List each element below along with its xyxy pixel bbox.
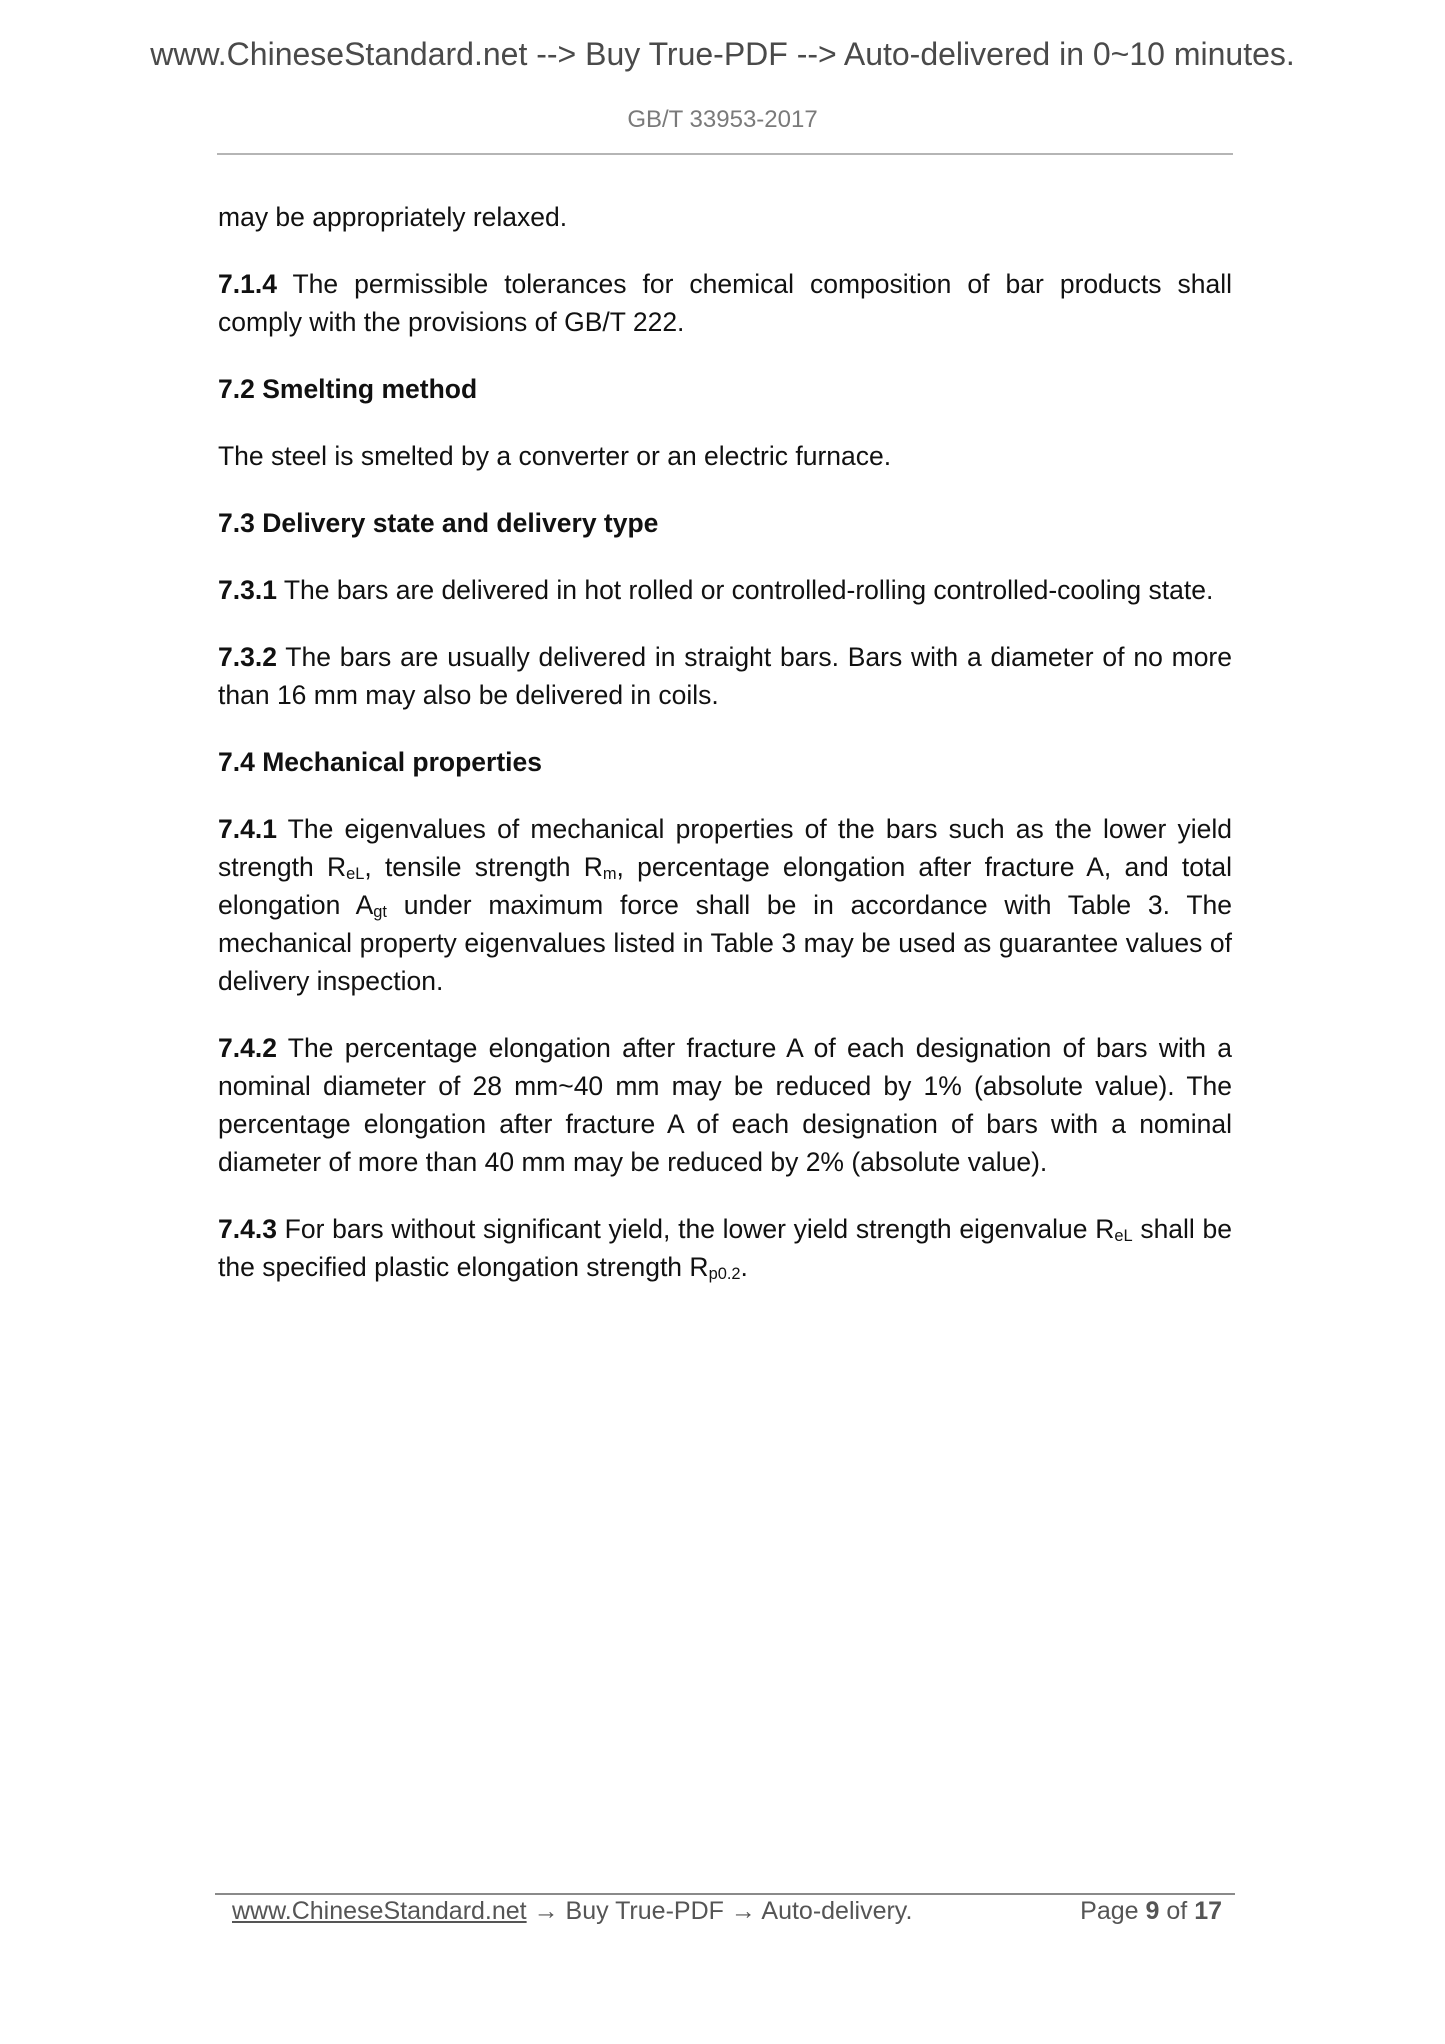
clause-number: 7.3.2 xyxy=(218,642,277,672)
page-footer xyxy=(232,1897,1222,1926)
clause-7-3-1 xyxy=(218,571,1232,609)
clause-text: under maximum force shall be in accordance with Table 3. The mechanical property eigenvalues listed in Table 3 may be used as guarantee values of delivery inspection. xyxy=(218,890,1232,996)
subscript: p0.2 xyxy=(708,1265,741,1283)
footer-site-link[interactable]: www.ChineseStandard.net xyxy=(232,1897,527,1925)
clause-text: The eigenvalues of mechanical properties of the bars such as the lower yield strength R xyxy=(218,814,1232,882)
subscript: eL xyxy=(346,865,365,883)
page-number xyxy=(1080,1897,1222,1926)
top-banner: www.ChineseStandard.net --> Buy True-PDF --> Auto-delivered in 0~10 minutes. xyxy=(150,36,1295,72)
clause-7-1-4 xyxy=(218,265,1232,341)
of-label: of xyxy=(1166,1897,1188,1925)
clause-text: , tensile strength R xyxy=(364,852,603,882)
clause-7-3-2 xyxy=(218,638,1232,714)
clause-text: The bars are usually delivered in straight bars. Bars with a diameter of no more than 16 mm may also be delivered in coils. xyxy=(218,642,1232,710)
paragraph-continuation: may be appropriately relaxed. xyxy=(218,202,568,232)
clause-text: shall be the specified plastic elongation strength R xyxy=(218,1214,1232,1282)
page-label: Page xyxy=(1080,1897,1139,1925)
clause-7-4-1 xyxy=(218,810,1232,1000)
clause-number: 7.4.2 xyxy=(218,1033,277,1063)
clause-7-4-3 xyxy=(218,1210,1232,1286)
clause-text: The bars are delivered in hot rolled or controlled-rolling controlled-cooling state. xyxy=(276,575,1214,605)
clause-text: For bars without significant yield, the lower yield strength eigenvalue R xyxy=(276,1214,1115,1244)
clause-number: 7.4.1 xyxy=(218,814,277,844)
footer-divider xyxy=(215,1893,1235,1895)
heading-7-2: 7.2 Smelting method xyxy=(218,374,478,404)
footer-promo-text: → Buy True-PDF → Auto-delivery. xyxy=(526,1897,913,1925)
clause-number: 7.4.3 xyxy=(218,1214,277,1244)
subscript: gt xyxy=(373,903,387,921)
clause-number: 7.1.4 xyxy=(218,269,277,299)
paragraph-7-2: The steel is smelted by a converter or an electric furnace. xyxy=(218,441,892,471)
header-divider xyxy=(217,153,1233,155)
standard-code: GB/T 33953-2017 xyxy=(627,106,818,133)
heading-7-4: 7.4 Mechanical properties xyxy=(218,747,543,777)
current-page: 9 xyxy=(1145,1897,1160,1925)
document-body xyxy=(218,198,1232,1315)
clause-number: 7.3.1 xyxy=(218,575,277,605)
subscript: eL xyxy=(1114,1227,1133,1245)
clause-text: The percentage elongation after fracture A of each designation of bars with a nominal diameter of 28 mm~40 mm may be reduced by 1% (absolute value). The percentage elongation after fracture A of each designation of bars with a nominal diameter of more than 40 mm may be reduced by 2% (absolute value). xyxy=(218,1033,1232,1177)
subscript: m xyxy=(602,865,617,883)
heading-7-3: 7.3 Delivery state and delivery type xyxy=(218,508,659,538)
clause-text: The permissible tolerances for chemical composition of bar products shall comply with the provisions of GB/T 222. xyxy=(218,269,1232,337)
total-pages: 17 xyxy=(1194,1897,1222,1925)
clause-text: . xyxy=(740,1252,748,1282)
clause-text: , percentage elongation after fracture A, and total elongation A xyxy=(218,852,1232,920)
footer-promo xyxy=(232,1897,912,1926)
clause-7-4-2 xyxy=(218,1029,1232,1181)
